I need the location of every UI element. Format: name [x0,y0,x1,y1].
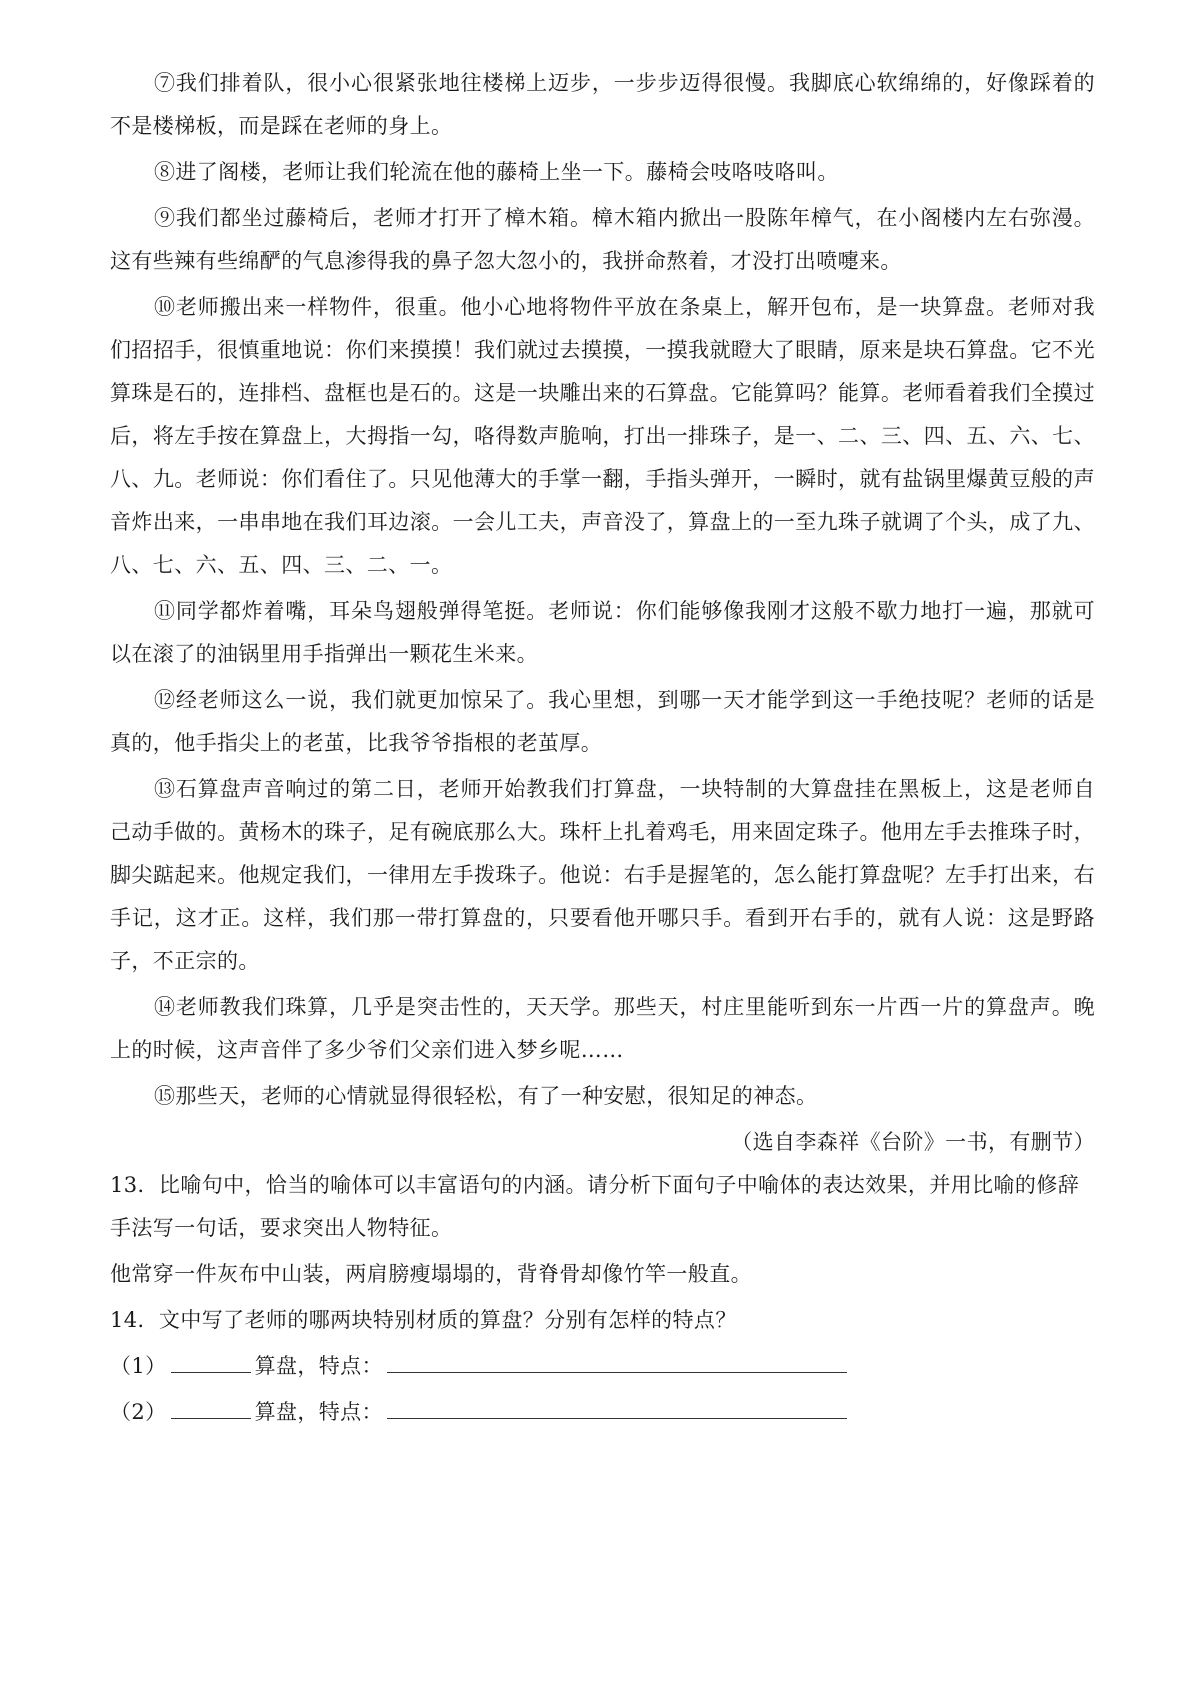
answer-number: （1） [110,1354,167,1378]
answer-blank-material[interactable] [171,1398,251,1419]
question-13: 13．比喻句中，恰当的喻体可以丰富语句的内涵。请分析下面句子中喻体的表达效果，并用比喻的修辞手法写一句话，要求突出人物特征。 [110,1173,1080,1240]
paragraph-12: ⑫经老师这么一说，我们就更加惊呆了。我心里想，到哪一天才能学到这一手绝技呢？老师的话是真的，他手指尖上的老茧，比我爷爷指根的老茧厚。 [110,688,1095,755]
question-14: 14．文中写了老师的哪两块特别材质的算盘？分别有怎样的特点？ [110,1308,737,1332]
paragraph-9: ⑨我们都坐过藤椅后，老师才打开了樟木箱。樟木箱内掀出一股陈年樟气，在小阁楼内左右弥漫。这有些辣有些绵酽的气息渗得我的鼻子忽大忽小的，我拼命熬着，才没打出喷嚏来。 [110,206,1095,273]
paragraph-11: ⑪同学都炸着嘴，耳朵鸟翅般弹得笔挺。老师说：你们能够像我刚才这般不歇力地打一遍，那就可以在滚了的油锅里用手指弹出一颗花生米来。 [110,599,1095,666]
paragraph-14: ⑭老师教我们珠算，几乎是突击性的，天天学。那些天，村庄里能听到东一片西一片的算盘声。晚上的时候，这声音伴了多少爷们父亲们进入梦乡呢…… [110,995,1095,1062]
source-citation: （选自李森祥《台阶》一书，有删节） [731,1130,1095,1154]
answer-blank-material[interactable] [171,1352,251,1373]
paragraph-10: ⑩老师搬出来一样物件，很重。他小心地将物件平放在条桌上，解开包布，是一块算盘。老师对我们招招手，很慎重地说：你们来摸摸！我们就过去摸摸，一摸我就瞪大了眼睛，原来是块石算盘。它不光算珠是石的，连排档、盘框也是石的。这是一块雕出来的石算盘。它能算吗？能算。老师看着我们全摸过后，将左手按在算盘上，大拇指一勾，咯得数声脆响，打出一排珠子，是一、二、三、四、五、六、七、八、九。老师说：你们看住了。只见他薄大的手掌一翻，手指头弹开，一瞬时，就有盐锅里爆黄豆般的声音炸出来，一串串地在我们耳边滚。一会儿工夫，声音没了，算盘上的一至九珠子就调了个头，成了九、八、七、六、五、四、三、二、一。 [110,295,1095,577]
paragraph-8: ⑧进了阁楼，老师让我们轮流在他的藤椅上坐一下。藤椅会吱咯吱咯叫。 [154,160,839,184]
answer-line-2 [110,1391,1095,1434]
paragraph-13: ⑬石算盘声音响过的第二日，老师开始教我们打算盘，一块特制的大算盘挂在黑板上，这是老师自己动手做的。黄杨木的珠子，足有碗底那么大。珠杆上扎着鸡毛，用来固定珠子。他用左手去推珠子时，脚尖踮起来。他规定我们，一律用左手拨珠子。他说：右手是握笔的，怎么能打算盘呢？左手打出来，右手记，这才正。这样，我们那一带打算盘的，只要看他开哪只手。看到开右手的，就有人说：这是野路子，不正宗的。 [110,777,1095,973]
answer-number: （2） [110,1400,167,1424]
answer-line-1 [110,1345,1095,1388]
answer-blank-feature[interactable] [387,1352,847,1373]
answer-label: 算盘，特点： [254,1400,383,1424]
paragraph-15: ⑮那些天，老师的心情就显得很轻松，有了一种安慰，很知足的神态。 [154,1084,818,1108]
answer-blank-feature[interactable] [387,1398,847,1419]
question-13-quote: 他常穿一件灰布中山装，两肩膀瘦塌塌的，背脊骨却像竹竿一般直。 [110,1262,752,1286]
answer-label: 算盘，特点： [254,1354,383,1378]
document-page [110,62,1095,1437]
paragraph-7: ⑦我们排着队，很小心很紧张地往楼梯上迈步，一步步迈得很慢。我脚底心软绵绵的，好像踩着的不是楼梯板，而是踩在老师的身上。 [110,71,1095,138]
